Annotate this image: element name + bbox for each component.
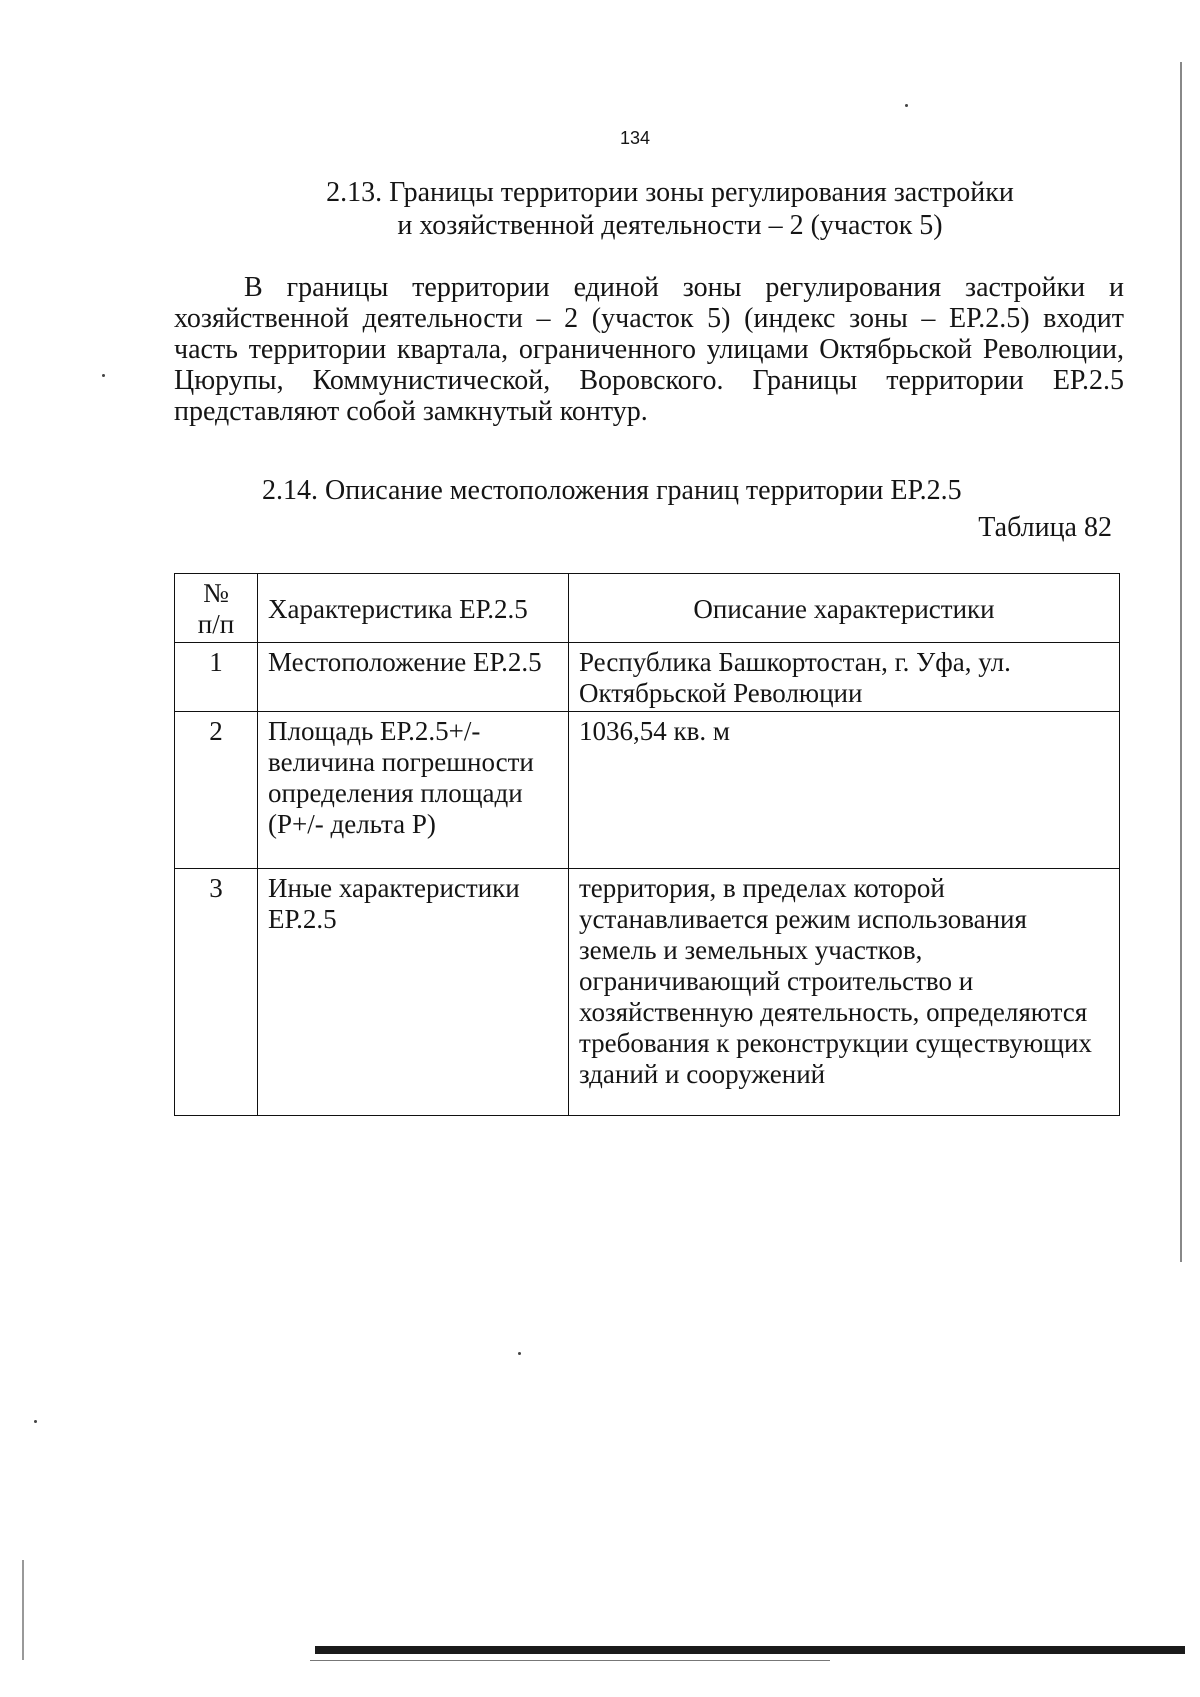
scan-bottom-bar [315, 1646, 1185, 1654]
scan-bottom-line [310, 1660, 830, 1661]
header-num-pp: п/п [197, 609, 235, 639]
section-2-13-title [170, 176, 1170, 242]
table-row [175, 643, 1120, 712]
header-characteristic: Характеристика ЕР.2.5 [258, 574, 569, 643]
row-num: 3 [175, 869, 258, 1116]
row-description: территория, в пределах которой устанавливается режим использования земель и земельных участков, ограничивающий строительство и хозяйственную деятельность, определяются требования к реконструкции существующих зданий и сооружений [569, 869, 1120, 1116]
row-characteristic: Площадь ЕР.2.5+/- величина погрешности определения площади (Р+/- дельта Р) [258, 712, 569, 869]
page-number: 134 [619, 128, 651, 148]
row-characteristic: Иные характеристики ЕР.2.5 [258, 869, 569, 1116]
table-caption: Таблица 82 [978, 512, 1112, 543]
section-2-13-title-line1: 2.13. Границы территории зоны регулирования застройки [326, 177, 1014, 208]
header-description: Описание характеристики [569, 574, 1120, 643]
table-header-row [175, 574, 1120, 643]
boundaries-table [174, 573, 1120, 1116]
row-num: 1 [175, 643, 258, 712]
scan-speck [905, 104, 908, 107]
row-description: 1036,54 кв. м [569, 712, 1120, 869]
scan-speck [34, 1420, 37, 1423]
row-description: Республика Башкортостан, г. Уфа, ул. Октябрьской Революции [569, 643, 1120, 712]
scan-speck [518, 1352, 521, 1355]
table-row [175, 869, 1120, 1116]
header-num-sign: № [203, 578, 229, 608]
row-num: 2 [175, 712, 258, 869]
section-2-14-title: 2.14. Описание местоположения границ территории ЕР.2.5 [262, 475, 962, 506]
header-num [175, 574, 258, 643]
table-row [175, 712, 1120, 869]
scan-margin-line-right [1180, 62, 1182, 1262]
section-2-13-paragraph: В границы территории единой зоны регулирования застройки и хозяйственной деятельности – 2 (участок 5) (индекс зоны – ЕР.2.5) входит часть территории квартала, ограниченного улицами Октябрьской Революции, Цюрупы, Коммунистической, Воровского. Границы территории ЕР.2.5 представляют собой замкнутый контур. [174, 272, 1124, 427]
row-characteristic: Местоположение ЕР.2.5 [258, 643, 569, 712]
scan-speck [102, 374, 105, 377]
scan-margin-line-left [22, 1560, 24, 1660]
section-2-13-title-line2: и хозяйственной деятельности – 2 (участок 5) [397, 210, 943, 241]
